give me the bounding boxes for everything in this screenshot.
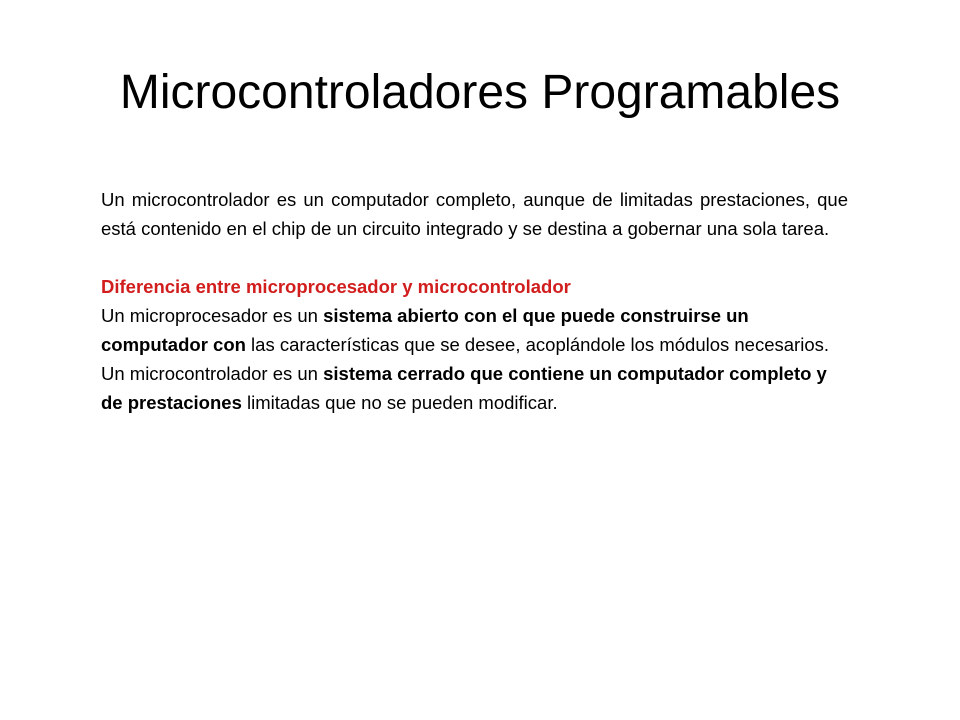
microprocessor-paragraph [101, 301, 848, 359]
slide-title: Microcontroladores Programables [119, 66, 841, 119]
paragraph-spacer [101, 243, 848, 272]
intro-paragraph: Un microcontrolador es un computador completo, aunque de limitadas prestaciones, que está contenido en el chip de un circuito integrado y se destina a gobernar una sola tarea. [101, 189, 848, 239]
microcontroller-text-start: Un microcontrolador es un [101, 363, 324, 384]
microcontroller-text-end: limitadas que no se pueden modificar. [241, 392, 558, 413]
microprocessor-bold-text: sistema abierto con el que puede construirse un computador con [101, 305, 749, 355]
slide-content [101, 185, 848, 417]
microcontroller-paragraph [101, 359, 848, 417]
microprocessor-text-start: Un microprocesador es un [101, 305, 324, 326]
microprocessor-text-end: las características que se desee, acoplándole los módulos necesarios. [245, 334, 829, 355]
section-subheading: Diferencia entre microprocesador y microcontrolador [101, 276, 571, 297]
microcontroller-bold-text: sistema cerrado que contiene un computador completo y de prestaciones [101, 363, 827, 413]
